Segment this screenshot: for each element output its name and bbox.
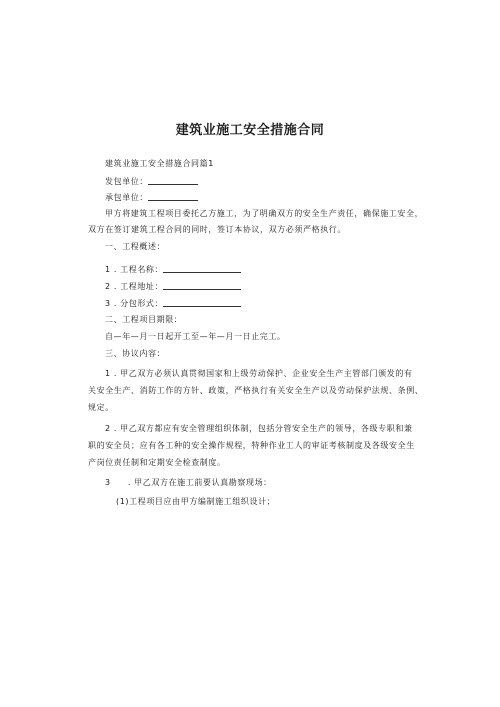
party-b-row — [105, 192, 198, 203]
item-3-row — [105, 298, 241, 309]
period-text: 自—年—月一日起开工至—年—月一日止完工。 — [105, 332, 286, 341]
intro-line-1: 甲方将建筑工程项目委托乙方施工，为了明确双方的安全生产责任，确保施工安全， — [105, 209, 424, 218]
clause-2-line-3: 产岗位责任制和定期安全检查制度。 — [88, 458, 226, 467]
section-2-heading: 二、工程项目期限： — [105, 315, 183, 324]
intro-line-2: 双方在签订建筑工程合同的同时，签订本协议，双方必须严格执行。 — [88, 225, 346, 234]
party-a-blank — [148, 176, 198, 185]
item-1-label: 1 . 工程名称： — [105, 265, 164, 274]
section-3-heading: 三、协议内容： — [105, 349, 166, 358]
clause-1-line-1: 1 . 甲乙双方必须认真贯彻国家和上级劳动保护、企业安全生产主管部门颁发的有 — [105, 369, 413, 378]
item-3-blank — [163, 298, 241, 307]
document-subtitle: 建筑业施工安全措施合同篇1 — [105, 159, 214, 168]
clause-1-line-2: 关安全生产、消防工作的方针、政策，严格执行有关安全生产以及劳动保护法规、条例、 — [88, 386, 424, 395]
item-2-row — [105, 281, 241, 292]
clause-1-line-3: 规定。 — [88, 403, 114, 412]
clause-3-sub-1: (1)工程项目应由甲方编制施工组织设计； — [116, 497, 276, 506]
section-1-heading: 一、工程概述： — [105, 242, 166, 251]
item-1-blank — [163, 264, 241, 273]
party-a-label: 发包单位： — [105, 177, 148, 186]
document-title: 建筑业施工安全措施合同 — [175, 123, 325, 138]
party-b-blank — [148, 192, 198, 201]
party-a-row — [105, 176, 198, 187]
clause-2-line-2: 职的安全员；应有各工种的安全操作规程，特种作业工人的审证考核制度及各级安全生 — [88, 441, 415, 450]
item-2-label: 2 . 工程地址： — [105, 282, 164, 291]
item-1-row — [105, 264, 241, 275]
clause-3-line-1: 3 . 甲乙双方在施工前要认真勘察现场： — [105, 478, 272, 487]
clause-2-line-1: 2 . 甲乙双方都应有安全管理组织体制，包括分管安全生产的领导，各级专职和兼 — [105, 424, 413, 433]
party-b-label: 承包单位： — [105, 193, 148, 202]
item-2-blank — [163, 281, 241, 290]
item-3-label: 3 . 分包形式： — [105, 299, 164, 308]
